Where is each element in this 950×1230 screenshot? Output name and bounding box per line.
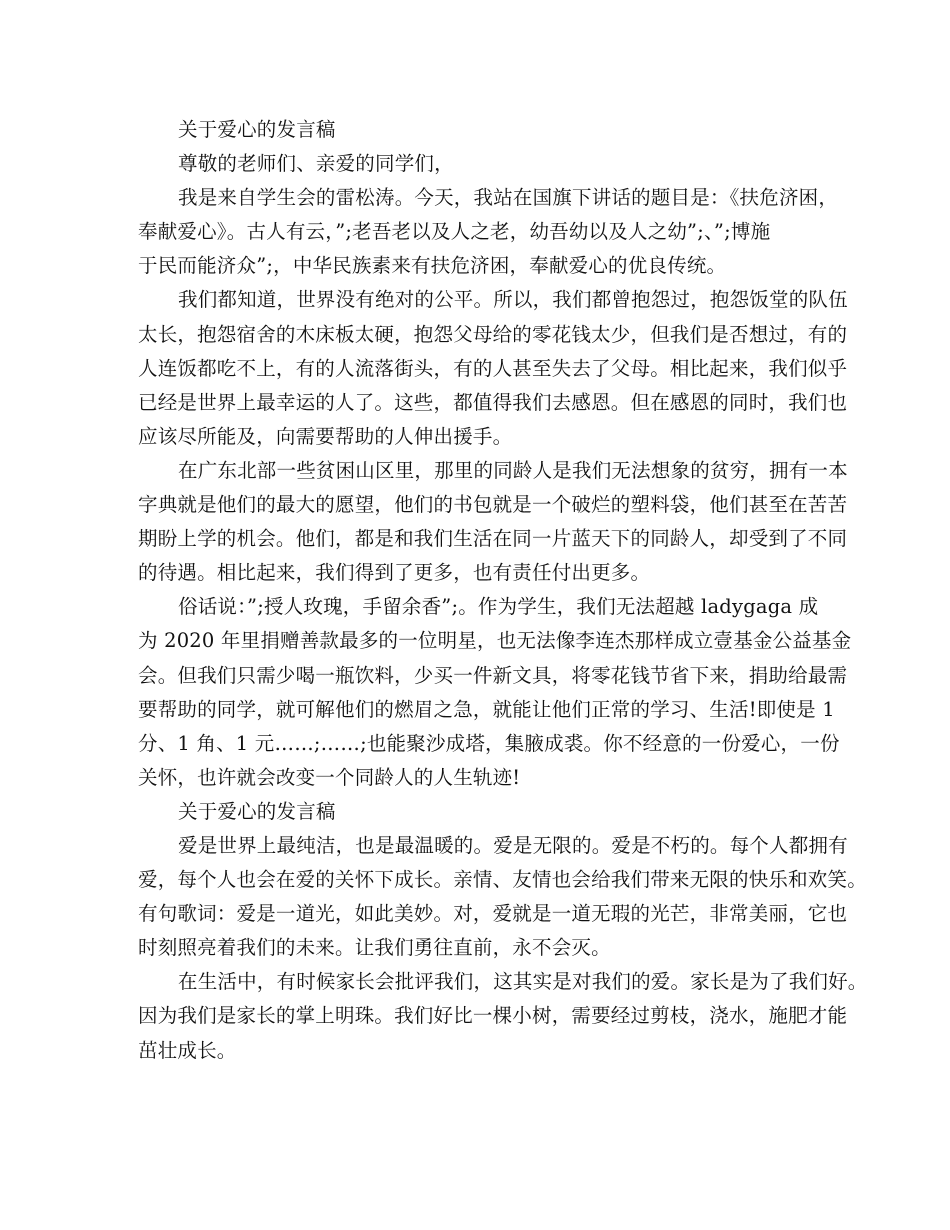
text-line: 会。但我们只需少喝一瓶饮料，少买一件新文具，将零花钱节省下来，捐助给最需 bbox=[138, 663, 848, 687]
text-line: 在生活中，有时候家长会批评我们，这其实是对我们的爱。家长是为了我们好。 bbox=[178, 970, 868, 994]
text-line: 我是来自学生会的雷松涛。今天，我站在国旗下讲话的题目是：《扶危济困， bbox=[178, 186, 839, 210]
text-line: 关怀，也许就会改变一个同龄人的人生轨迹! bbox=[138, 765, 521, 789]
text-line: 爱是世界上最纯洁，也是最温暖的。爱是无限的。爱是不朽的。每个人都拥有 bbox=[178, 833, 848, 857]
text-line: 太长，抱怨宿舍的木床板太硬，抱怨父母给的零花钱太少，但我们是否想过，有的 bbox=[138, 322, 848, 346]
text-line: 分、1 角、1 元……;……;也能聚沙成塔，集腋成裘。你不经意的一份爱心，一份 bbox=[138, 731, 840, 755]
document-body bbox=[138, 113, 868, 1068]
text-line: 爱，每个人也会在爱的关怀下成长。亲情、友情也会给我们带来无限的快乐和欢笑。 bbox=[138, 868, 867, 892]
heading-title: 关于爱心的发言稿 bbox=[178, 118, 336, 141]
salutation: 尊敬的老师们、亲爱的同学们， bbox=[178, 152, 454, 176]
text-line: 人连饭都吃不上，有的人流落街头，有的人甚至失去了父母。相比起来，我们似乎 bbox=[138, 356, 848, 380]
text-line: 俗话说：”;授人玫瑰，手留余香”;。作为学生，我们无法超越 ladygaga 成 bbox=[178, 595, 819, 619]
text-line: 为 2020 年里捐赠善款最多的一位明星，也无法像李连杰那样成立壹基金公益基金 bbox=[138, 629, 852, 653]
text-line: 于民而能济众”;，中华民族素来有扶危济困，奉献爱心的优良传统。 bbox=[138, 254, 727, 278]
text-line: 有句歌词：爱是一道光，如此美妙。对，爱就是一道无瑕的光芒，非常美丽，它也 bbox=[138, 902, 848, 926]
text-line: 时刻照亮着我们的未来。让我们勇往直前，永不会灭。 bbox=[138, 936, 611, 960]
text-line: 字典就是他们的最大的愿望，他们的书包就是一个破烂的塑料袋，他们甚至在苦苦 bbox=[138, 493, 848, 517]
text-line: 应该尽所能及，向需要帮助的人伸出援手。 bbox=[138, 424, 513, 448]
text-line: 奉献爱心》。古人有云，”;老吾老以及人之老，幼吾幼以及人之幼”;、”;博施 bbox=[138, 220, 771, 244]
text-line: 期盼上学的机会。他们，都是和我们生活在同一片蓝天下的同龄人，却受到了不同 bbox=[138, 527, 848, 551]
text-line: 在广东北部一些贫困山区里，那里的同龄人是我们无法想象的贫穷，拥有一本 bbox=[178, 458, 848, 482]
text-line: 因为我们是家长的掌上明珠。我们好比一棵小树，需要经过剪枝，浇水，施肥才能 bbox=[138, 1004, 848, 1028]
heading-title: 关于爱心的发言稿 bbox=[178, 799, 336, 823]
text-line: 要帮助的同学，就可解他们的燃眉之急，就能让他们正常的学习、生活!即使是 1 bbox=[138, 697, 835, 721]
text-line: 茁壮成长。 bbox=[138, 1038, 237, 1062]
text-line: 的待遇。相比起来，我们得到了更多，也有责任付出更多。 bbox=[138, 561, 651, 585]
text-line: 已经是世界上最幸运的人了。这些，都值得我们去感恩。但在感恩的同时，我们也 bbox=[138, 390, 848, 414]
text-line: 我们都知道，世界没有绝对的公平。所以，我们都曾抱怨过，抱怨饭堂的队伍 bbox=[178, 288, 848, 312]
